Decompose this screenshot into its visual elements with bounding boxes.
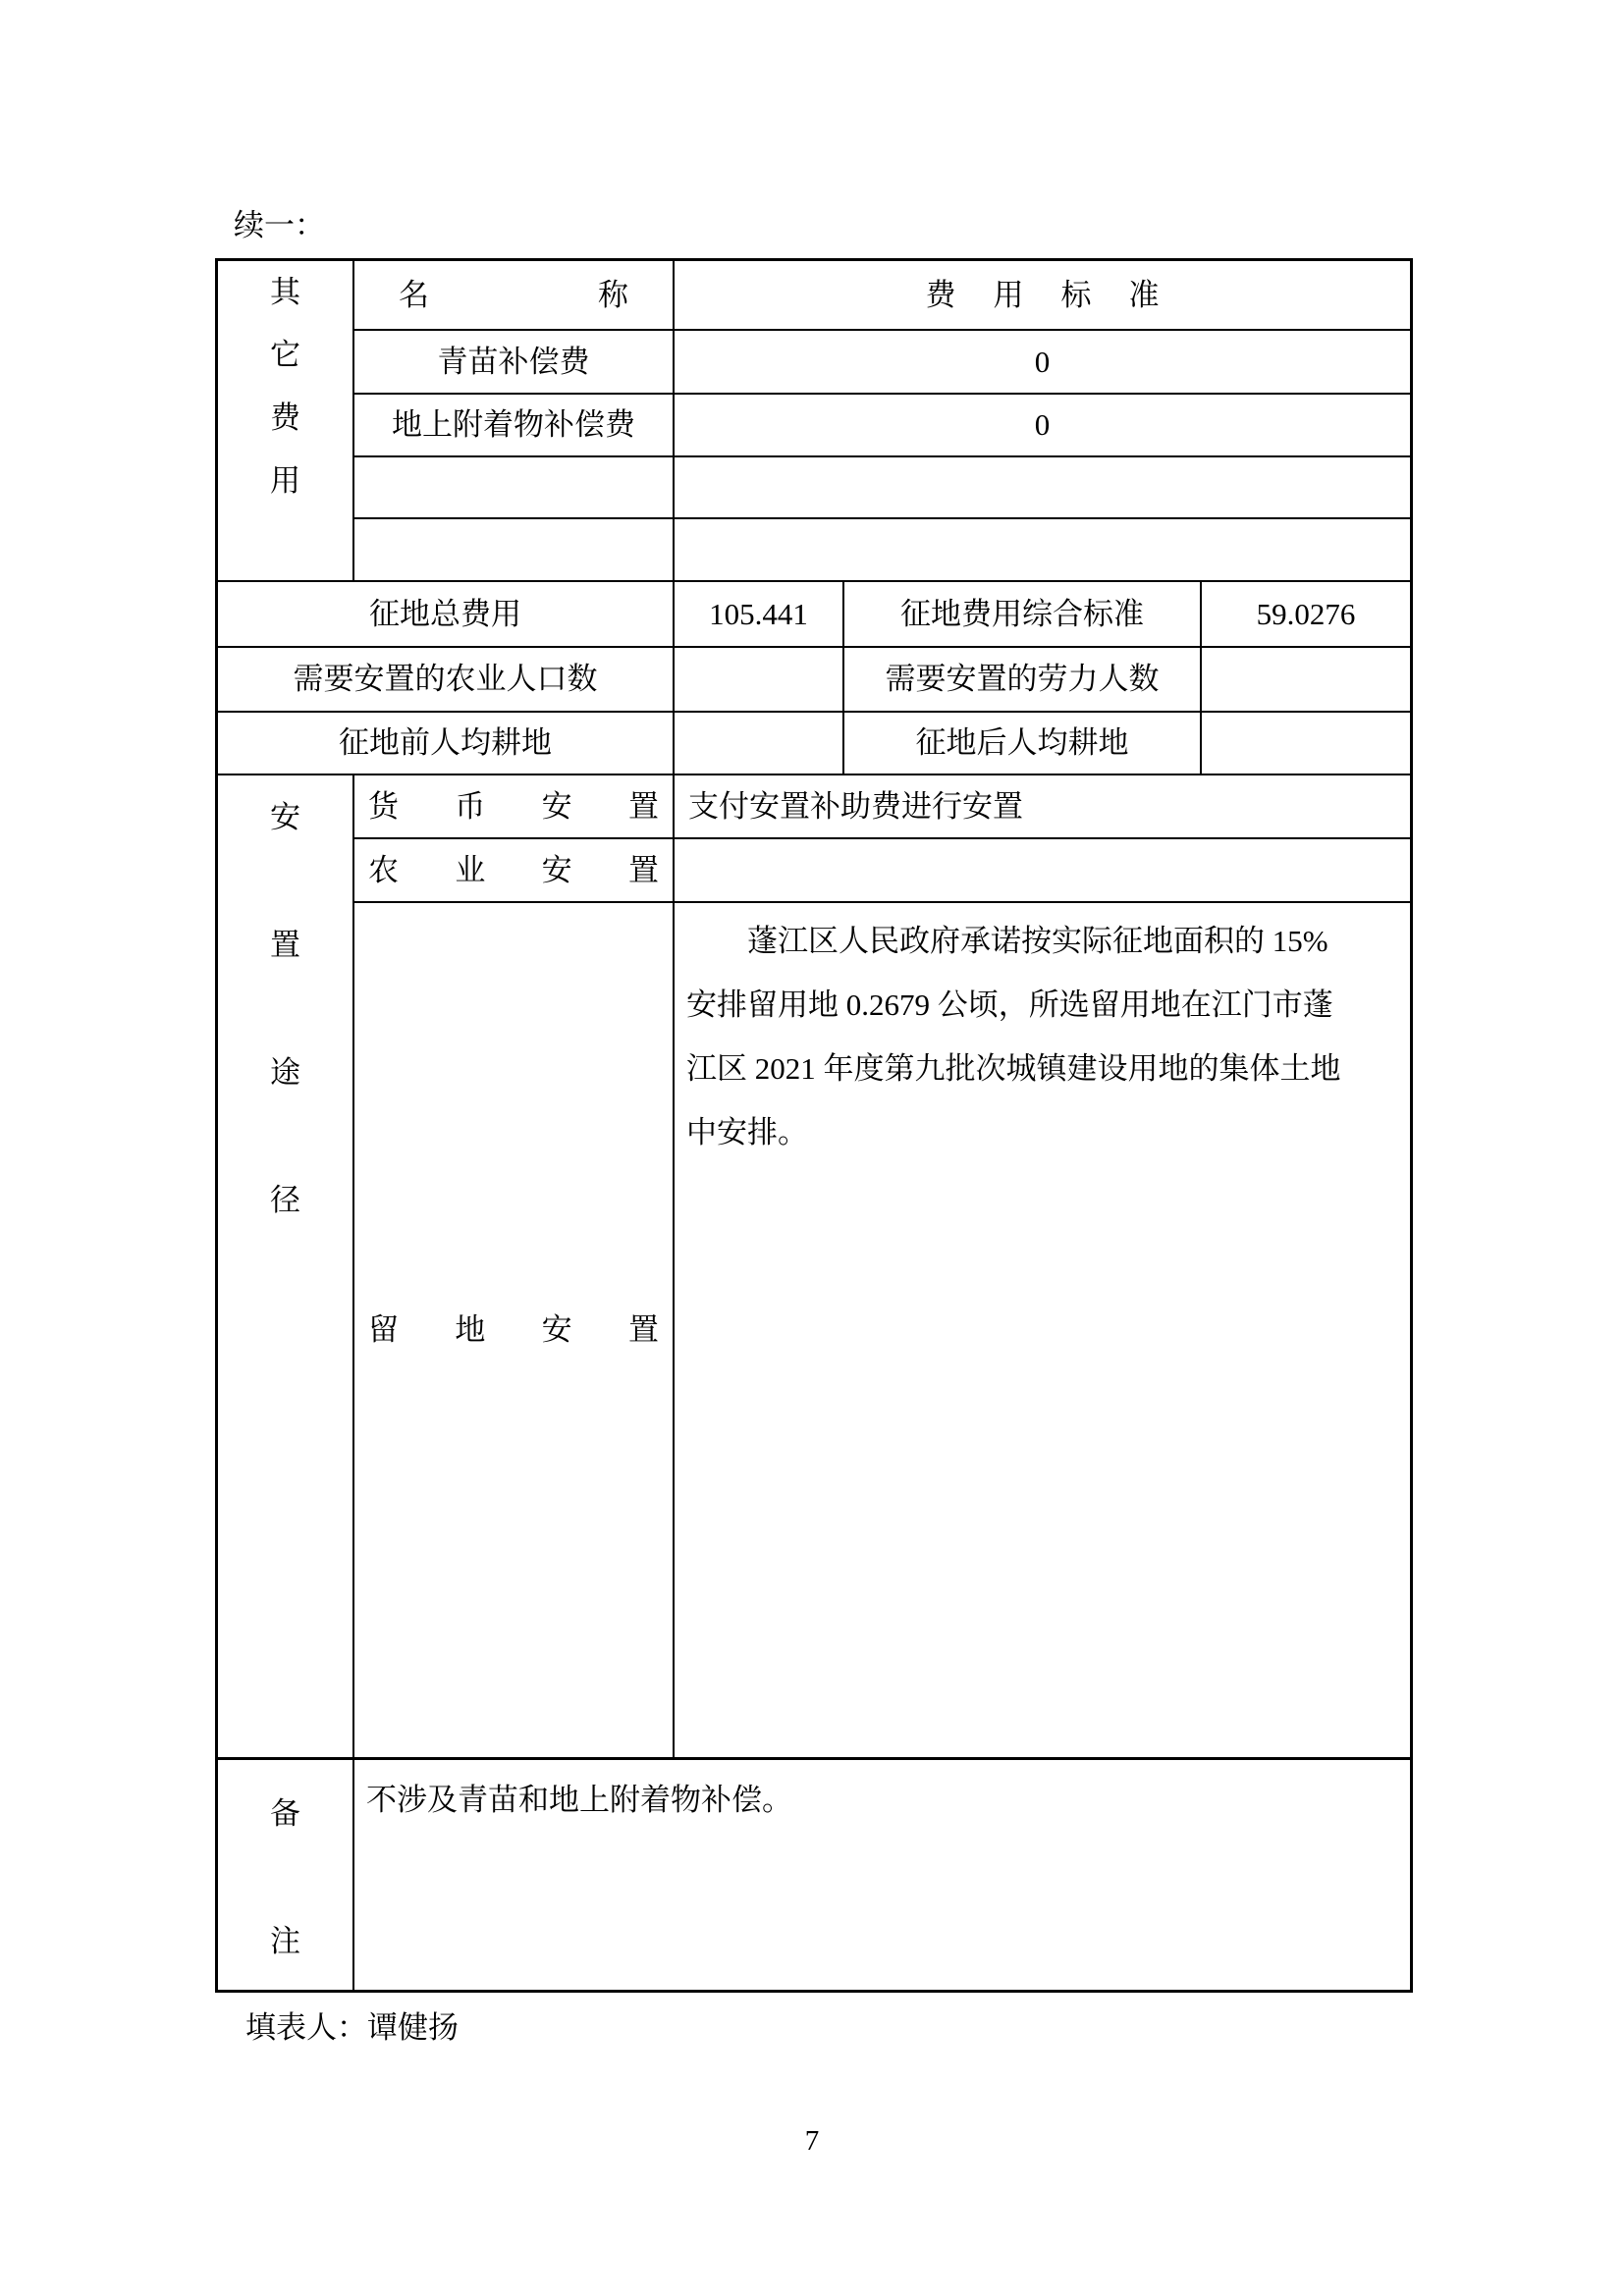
- remarks-content: 不涉及青苗和地上附着物补偿。: [366, 1783, 792, 1817]
- reserved-land-resettlement-label: 留地安置: [354, 903, 675, 1760]
- agri-population-label: 需要安置的农业人口数: [218, 648, 675, 713]
- comprehensive-standard-label: 征地费用综合标准: [844, 582, 1202, 648]
- other-fees-label: 其它费用: [270, 275, 300, 498]
- other-fees-section-cell: [218, 261, 354, 582]
- comprehensive-standard-value: 59.0276: [1202, 582, 1410, 648]
- remarks-content-cell: [354, 1760, 1410, 1990]
- monetary-resettlement-desc-cell: [675, 775, 1410, 839]
- fee-row-name: [354, 519, 675, 582]
- monetary-resettlement-desc: 支付安置补助费进行安置: [688, 788, 1023, 824]
- continuation-label: 续一：: [234, 208, 325, 242]
- remarks-section-cell: [218, 1760, 354, 1990]
- reserved-land-desc: [675, 903, 1410, 1164]
- post-acquisition-land-value: [1202, 713, 1410, 775]
- fee-row-value: [675, 519, 1410, 582]
- reserved-land-desc-line: 蓬江区人民政府承诺按实际征地面积的 15%: [747, 924, 1328, 958]
- resettlement-section-cell: [218, 775, 354, 1760]
- fee-row-name: 青苗补偿费: [354, 331, 675, 395]
- agri-population-value: [675, 648, 844, 713]
- reserved-land-desc-line: 安排留用地 0.2679 公顷，所选留用地在江门市蓬: [686, 988, 1333, 1022]
- fee-row-name: 地上附着物补偿费: [354, 395, 675, 457]
- resettlement-label: 安置途径: [270, 800, 300, 1217]
- page-number: 7: [804, 2125, 820, 2157]
- post-acquisition-land-label: 征地后人均耕地: [844, 713, 1202, 775]
- agricultural-resettlement-label: 农业安置: [354, 839, 675, 903]
- fee-name-header: 名称: [399, 277, 628, 312]
- labor-population-value: [1202, 648, 1410, 713]
- reserved-land-desc-cell: [675, 903, 1410, 1760]
- fee-row-value: 0: [675, 331, 1410, 395]
- total-fee-value: 105.441: [675, 582, 844, 648]
- form-filler-label: 填表人：: [245, 2010, 367, 2045]
- fee-row-value: 0: [675, 395, 1410, 457]
- fee-row-name: [354, 457, 675, 519]
- pre-acquisition-land-label: 征地前人均耕地: [218, 713, 675, 775]
- monetary-resettlement-label: 货币安置: [354, 775, 675, 839]
- pre-acquisition-land-value: [675, 713, 844, 775]
- land-fee-table: [215, 258, 1413, 1993]
- reserved-land-desc-line: 江区 2021 年度第九批次城镇建设用地的集体土地: [686, 1051, 1341, 1086]
- fee-row-value: [675, 457, 1410, 519]
- labor-population-label: 需要安置的劳力人数: [844, 648, 1202, 713]
- form-filler-name: 谭健扬: [367, 2010, 459, 2045]
- fee-name-header-cell: [354, 261, 675, 331]
- agricultural-resettlement-desc-cell: [675, 839, 1410, 903]
- remarks-label: 备注: [270, 1796, 300, 1958]
- fee-standard-header-cell: [675, 261, 1410, 331]
- fee-standard-header: 费用标准: [925, 277, 1197, 312]
- reserved-land-desc-line: 中安排。: [686, 1115, 808, 1149]
- form-filler: [245, 2002, 459, 2047]
- total-fee-label: 征地总费用: [218, 582, 675, 648]
